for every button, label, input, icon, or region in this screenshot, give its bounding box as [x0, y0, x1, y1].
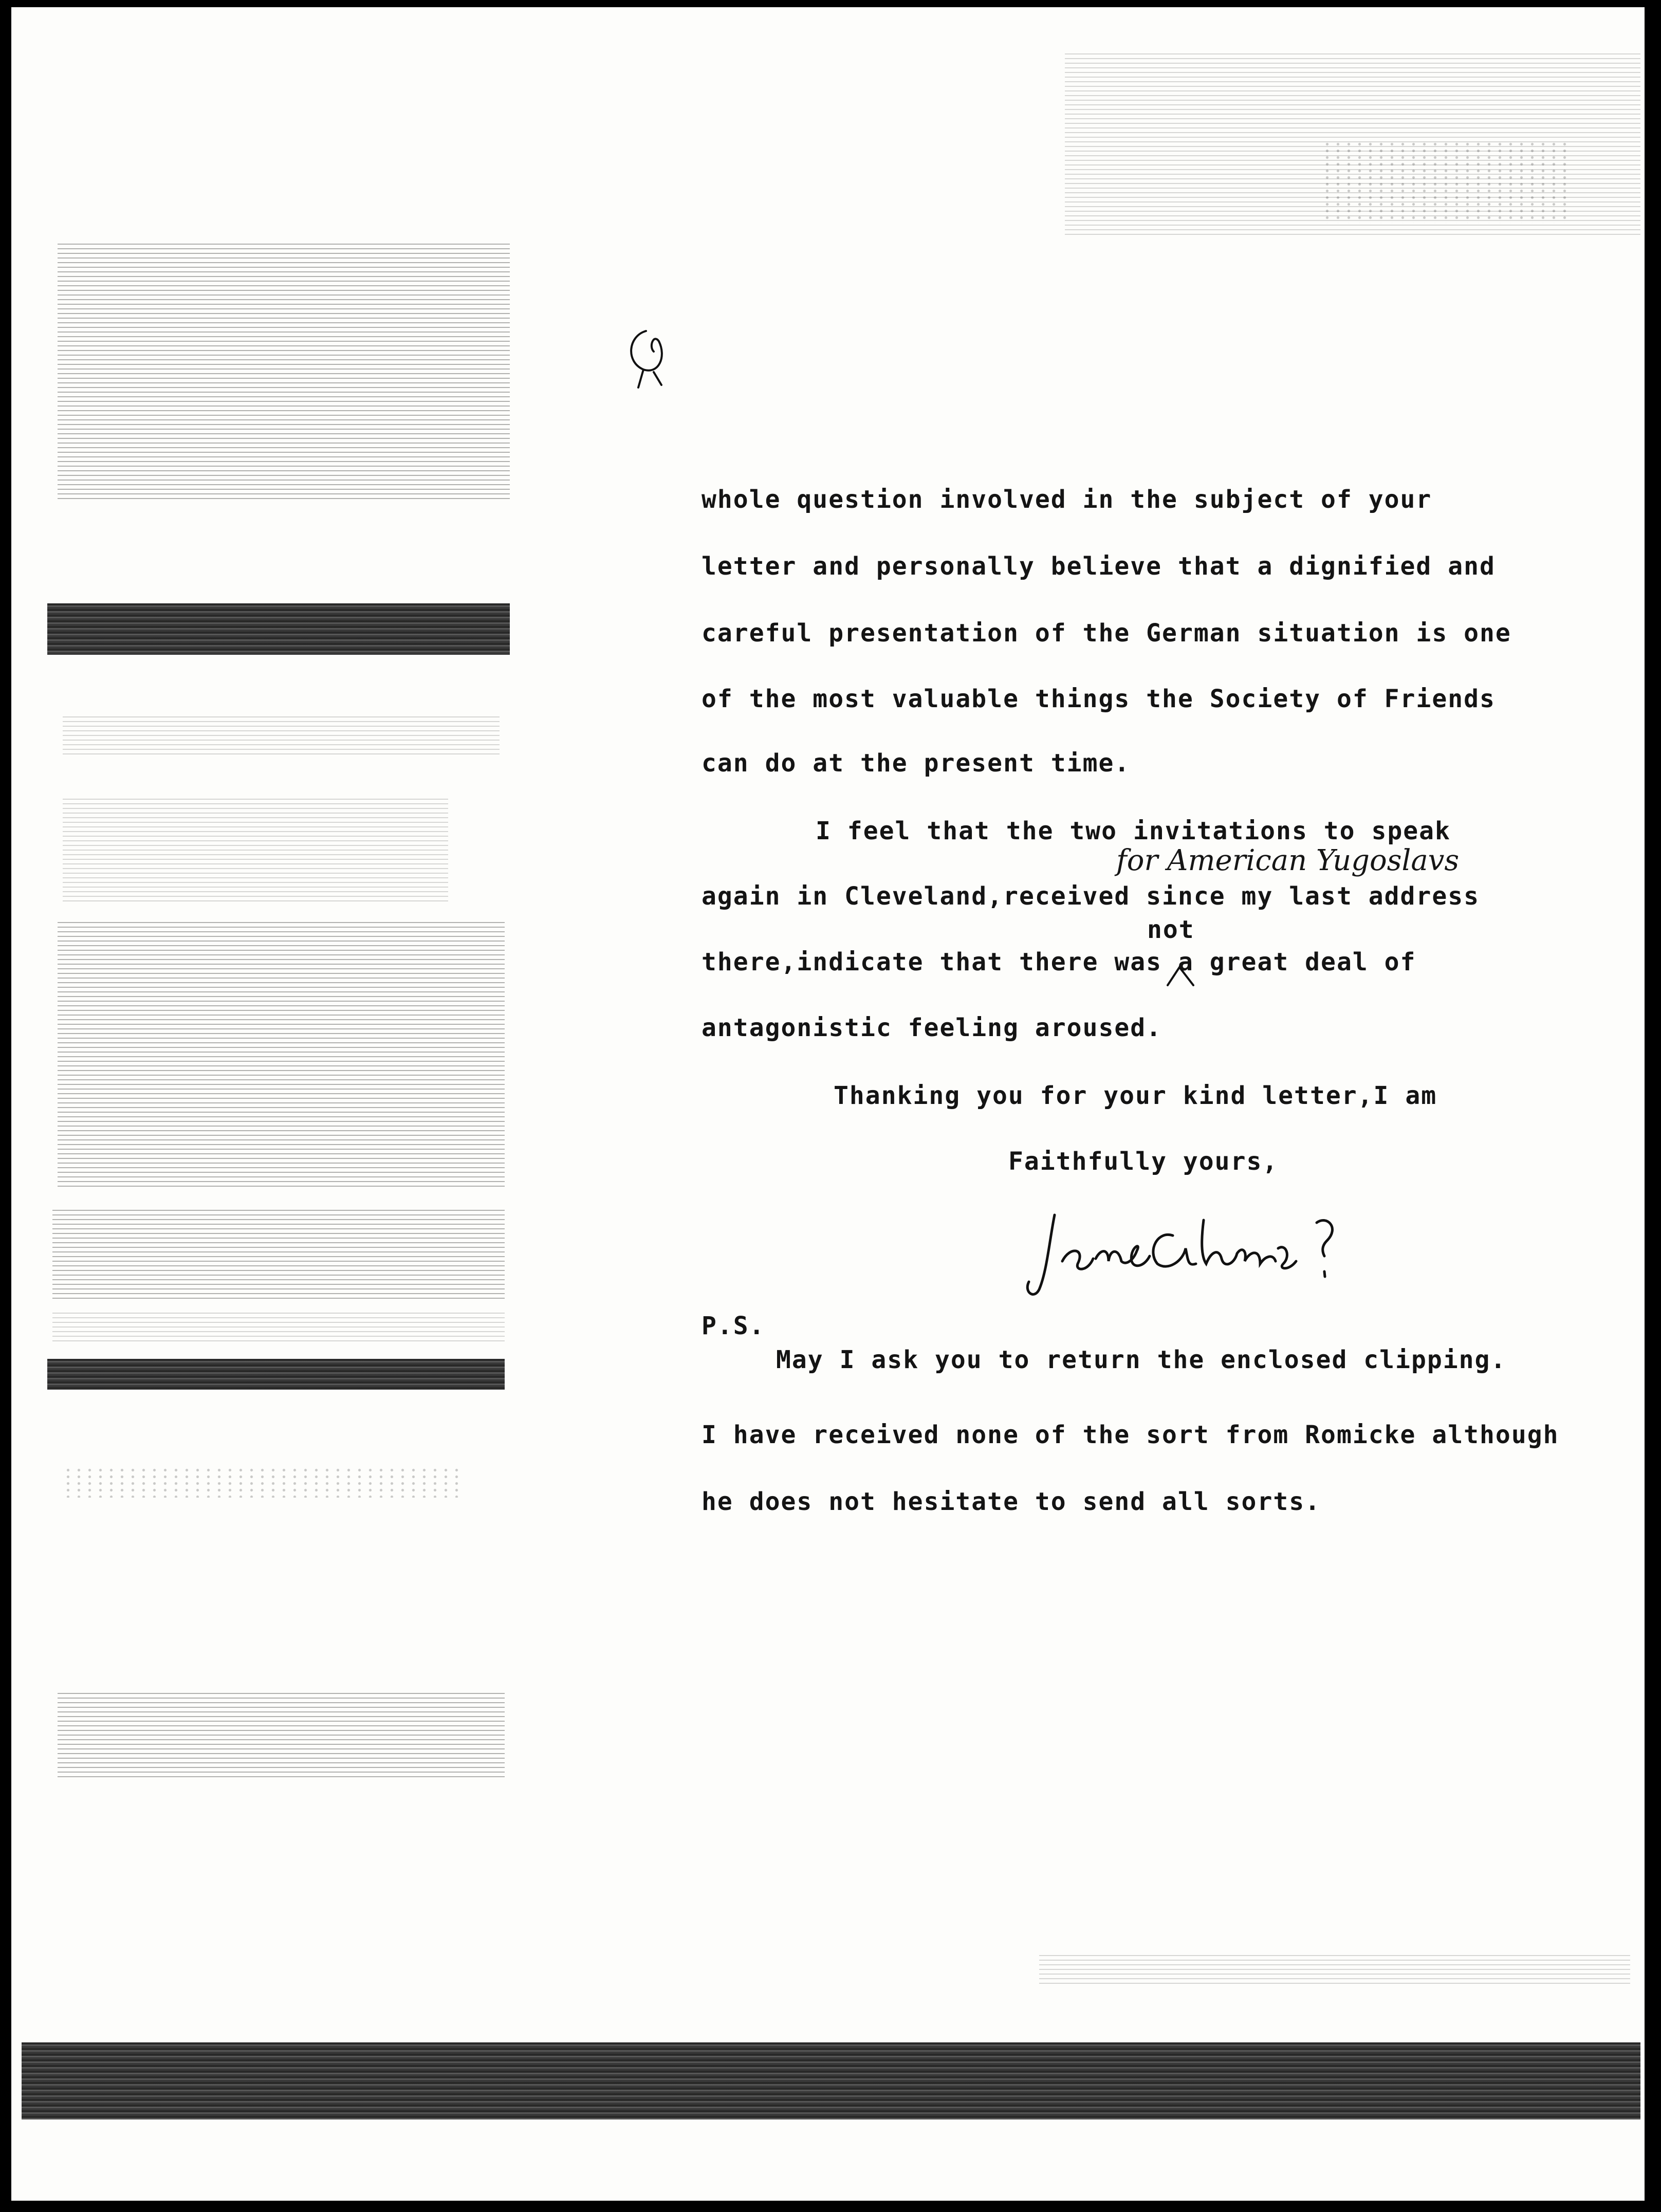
scan-noise-left-4: [58, 922, 505, 1189]
body-line-3: careful presentation of the German situation is one: [702, 619, 1511, 648]
scan-band-bottom: [22, 2042, 1640, 2119]
postscript-line-2: I have received none of the sort from Romicke although: [702, 1421, 1559, 1449]
scan-noise-left-5: [52, 1210, 505, 1302]
body-line-4: of the most valuable things the Society of Friends: [702, 685, 1496, 713]
scan-noise-bottom-faint: [1039, 1955, 1630, 1986]
postscript-line-3: he does not hesitate to send all sorts.: [702, 1487, 1321, 1516]
body-line-2: letter and personally believe that a dignified and: [702, 552, 1496, 581]
scan-noise-left-3: [63, 799, 448, 901]
letter-page: [11, 7, 1645, 2201]
body-line-6: I feel that the two invitations to speak: [816, 817, 1451, 845]
postscript-line-1: May I ask you to return the enclosed clipping.: [776, 1345, 1507, 1374]
scan-noise-left-1: [58, 244, 510, 501]
body-line-7: again in Cleveland,received since my last address: [702, 882, 1480, 911]
signature: [1019, 1200, 1348, 1307]
scan-noise-left-6: [52, 1313, 505, 1343]
scan-noise-left-2: [63, 716, 500, 758]
scan-noise-left-7: [63, 1467, 464, 1498]
closing-line: Thanking you for your kind letter,I am: [834, 1081, 1437, 1110]
body-line-8: there,indicate that there was a great deal of: [702, 948, 1416, 976]
postscript-label: P.S.: [702, 1312, 765, 1340]
typed-insertion: not: [1147, 915, 1195, 944]
valediction: Faithfully yours,: [1008, 1147, 1279, 1176]
body-line-5: can do at the present time.: [702, 749, 1131, 778]
scan-band-left-2: [47, 1359, 505, 1390]
handwritten-insertion: for American Yugoslavs: [1116, 844, 1460, 877]
pencil-mark-icon: [618, 321, 679, 393]
body-line-9: antagonistic feeling aroused.: [702, 1013, 1162, 1042]
scan-noise-top-right-speck: [1322, 141, 1568, 223]
body-line-1: whole question involved in the subject of your: [702, 485, 1432, 514]
scan-noise-left-8: [58, 1693, 505, 1780]
caret-mark-icon: [1165, 957, 1196, 988]
scan-band-left-1: [47, 603, 510, 655]
